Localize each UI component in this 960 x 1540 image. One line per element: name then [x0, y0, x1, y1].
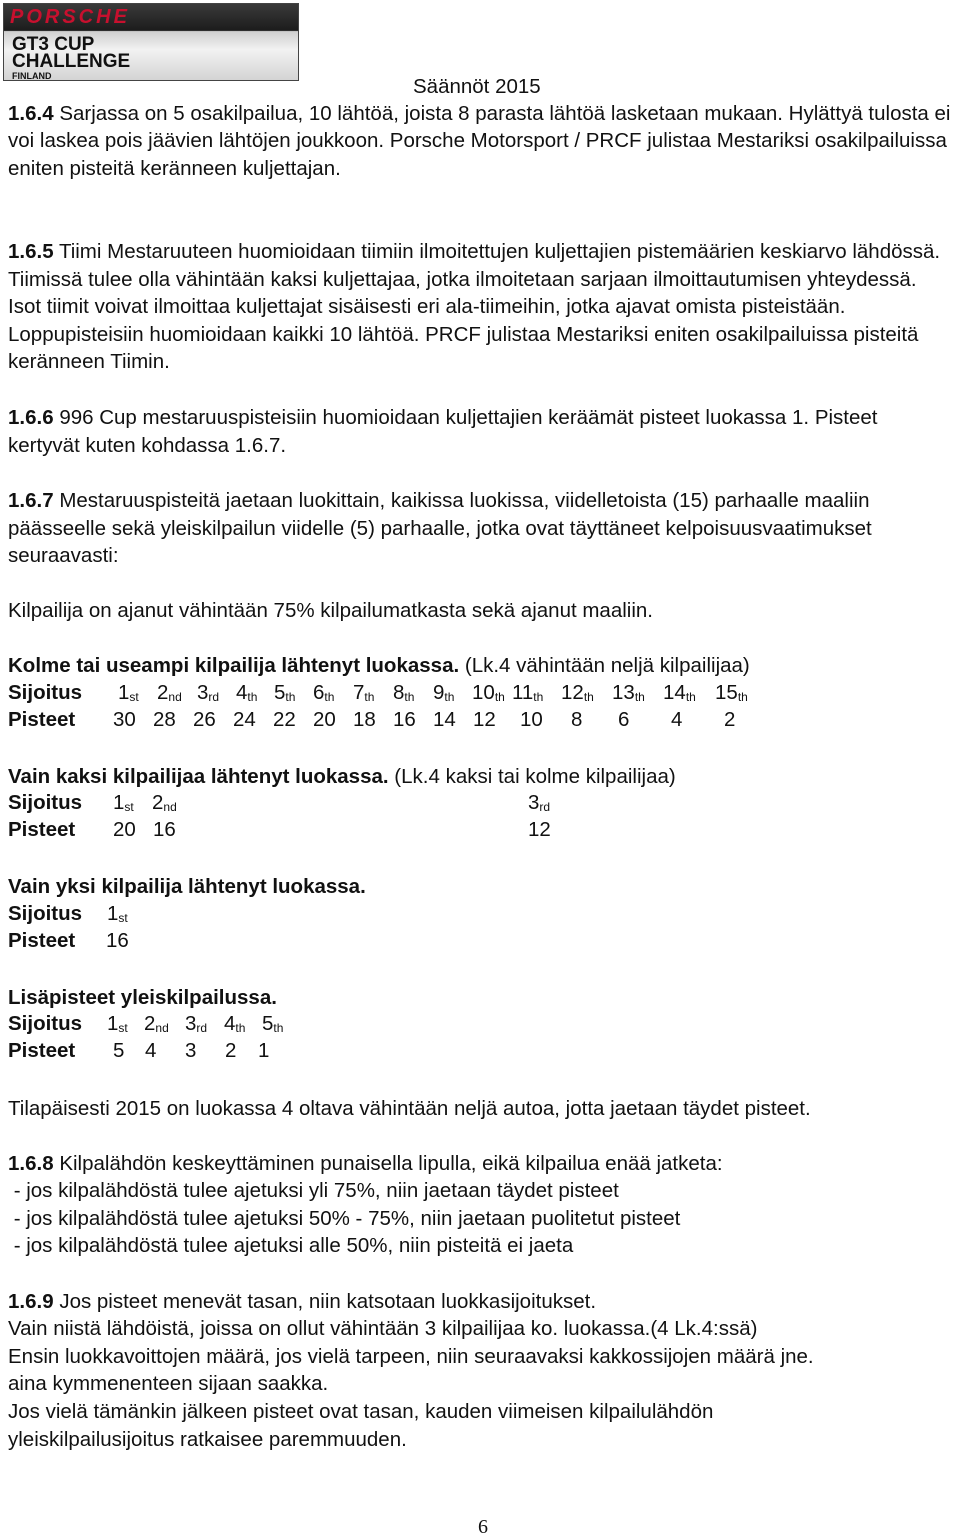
position-ordinal: th [444, 690, 455, 704]
gt3-cup-challenge-logo [3, 3, 299, 81]
position-cell [185, 1012, 207, 1036]
position-cell [433, 681, 454, 705]
logo-line-1: GT3 CUP [12, 34, 95, 55]
section-number: 1.6.5 [8, 240, 54, 263]
section-1-6-7 [8, 487, 953, 570]
table4-heading: Lisäpisteet yleiskilpailussa. [8, 986, 277, 1009]
logo-line-3: FINLAND [12, 71, 52, 81]
position-cell [472, 681, 505, 705]
position-ordinal: th [235, 1021, 246, 1035]
section-text: Mestaruuspisteitä jaetaan luokittain, kaikissa luokissa, viidelletoista (15) parhaalle maaliin päässeelle sekä yleiskilpailun viidelle (5) parhaalle, jotka ovat täyttäneet kelpoisuusvaatimukset seuraavasti: [8, 489, 872, 567]
position-cell [528, 791, 550, 815]
position-cell [262, 1012, 283, 1036]
position-cell [236, 681, 257, 705]
points-cell: 16 [393, 708, 416, 731]
table2-heading-row [8, 763, 676, 791]
position-number: 11 [512, 681, 534, 704]
position-number: 8 [393, 681, 405, 704]
position-number: 5 [262, 1012, 274, 1035]
position-ordinal: th [685, 690, 696, 704]
position-ordinal: rd [196, 1021, 208, 1035]
points-cell: 4 [145, 1039, 157, 1062]
points-cell: 12 [528, 818, 551, 841]
points-cell: 2 [724, 708, 736, 731]
section-number: 1.6.4 [8, 101, 54, 125]
section-1-6-9 [8, 1288, 953, 1316]
logo-brand: PORSCHE [10, 6, 130, 28]
section-text: Jos pisteet menevät tasan, niin katsotaan luokkasijoitukset. [59, 1290, 597, 1313]
points-cell: 5 [113, 1039, 125, 1062]
position-label: Sijoitus [8, 791, 83, 814]
list-item: - jos kilpalähdöstä tulee ajetuksi 50% - 75%, niin jaetaan puolitetut pisteet [8, 1207, 681, 1230]
position-number: 2 [144, 1012, 156, 1035]
text-line: Vain niistä lähdöistä, joissa on ollut vähintään 3 kilpailijaa ko. luokassa.(4 Lk.4:ssä) [8, 1317, 758, 1340]
section-1-6-5 [8, 238, 953, 376]
position-number: 3 [528, 791, 540, 814]
position-ordinal: th [324, 690, 335, 704]
points-cell: 2 [225, 1039, 237, 1062]
eligibility-requirement: Kilpailija on ajanut vähintään 75% kilpailumatkasta sekä ajanut maaliin. [8, 599, 653, 622]
points-cell: 3 [185, 1039, 197, 1062]
position-ordinal: rd [208, 690, 220, 704]
points-cell: 28 [153, 708, 176, 731]
position-cell [107, 1012, 128, 1036]
section-text: 996 Cup mestaruuspisteisiin huomioidaan kuljettajien keräämät pisteet luokassa 1. Pisteet kertyvät kuten kohdassa 1.6.7. [8, 406, 878, 457]
list-item: - jos kilpalähdöstä tulee ajetuksi yli 75%, niin jaetaan täydet pisteet [8, 1179, 619, 1202]
position-number: 9 [433, 681, 445, 704]
position-ordinal: th [247, 690, 258, 704]
position-number: 1 [107, 902, 119, 925]
position-number: 2 [157, 681, 169, 704]
section-text: Kilpalähdön keskeyttäminen punaisella lipulla, eikä kilpailua enää jatketa: [59, 1152, 723, 1175]
points-label: Pisteet [8, 929, 76, 952]
position-cell [313, 681, 334, 705]
position-cell [274, 681, 295, 705]
points-cell: 16 [106, 929, 129, 952]
points-cell: 6 [618, 708, 630, 731]
position-number: 4 [236, 681, 248, 704]
position-label: Sijoitus [8, 1012, 83, 1035]
text-line: aina kymmenenteen sijaan saakka. [8, 1372, 329, 1395]
points-cell: 1 [258, 1039, 270, 1062]
points-label: Pisteet [8, 708, 76, 731]
points-cell: 26 [193, 708, 216, 731]
position-number: 6 [313, 681, 325, 704]
position-cell [393, 681, 414, 705]
position-ordinal: nd [163, 800, 177, 814]
table1-heading-row [8, 652, 750, 680]
position-ordinal: th [494, 690, 505, 704]
position-number: 15 [715, 681, 738, 704]
section-1-6-4 [8, 72, 953, 182]
position-cell [144, 1012, 169, 1036]
points-cell: 30 [113, 708, 136, 731]
position-number: 3 [197, 681, 209, 704]
position-cell [561, 681, 594, 705]
text-line: Ensin luokkavoittojen määrä, jos vielä tarpeen, niin seuraavaksi kakkossijojen määrä jne. [8, 1345, 814, 1368]
section-text: Tiimi Mestaruuteen huomioidaan tiimiin ilmoitettujen kuljettajien pistemäärien keskiarvo lähdössä. Tiimissä tulee olla vähintään kaksi kuljettajaa, jotka ilmoitetaan sarjaan ilmoittautumisen yhteydessä. Isot tiimit voivat ilmoittaa kuljettajat sisäisesti eri ala-tiimeihin, jotka ajavat omista pisteistään. Loppupisteisiin huomioidaan kaikki 10 lähtöä. PRCF julistaa Mestariksi eniten osakilpailuissa pisteitä keränneen Tiimin. [8, 240, 941, 373]
position-ordinal: st [124, 800, 134, 814]
points-cell: 16 [153, 818, 176, 841]
section-text: Sarjassa on 5 osakilpailua, 10 lähtöä, joista 8 parasta lähtöä lasketaan mukaan. Hylättyä tulosta ei voi laskea pois jäävien lähtöjen joukkoon. Porsche Motorsport / PRCF julistaa Mestariksi osakilpailuissa eniten pisteitä keränneen kuljettajan. [8, 101, 951, 180]
position-number: 13 [612, 681, 635, 704]
page-number: 6 [478, 1516, 488, 1538]
position-number: 12 [561, 681, 584, 704]
position-ordinal: th [404, 690, 415, 704]
position-ordinal: nd [155, 1021, 169, 1035]
table1-note: (Lk.4 vähintään neljä kilpailijaa) [464, 654, 750, 677]
points-cell: 24 [233, 708, 256, 731]
position-ordinal: th [533, 690, 544, 704]
position-cell [197, 681, 219, 705]
position-number: 14 [663, 681, 686, 704]
position-number: 4 [224, 1012, 236, 1035]
points-cell: 20 [113, 818, 136, 841]
table2-heading: Vain kaksi kilpailijaa lähtenyt luokassa. [8, 765, 389, 788]
points-cell: 18 [353, 708, 376, 731]
header-title: Säännöt 2015 [413, 75, 541, 98]
position-number: 5 [274, 681, 286, 704]
table2-note: (Lk.4 kaksi tai kolme kilpailijaa) [394, 765, 676, 788]
points-cell: 22 [273, 708, 296, 731]
points-cell: 10 [520, 708, 543, 731]
position-ordinal: th [364, 690, 375, 704]
section-1-6-8 [8, 1150, 953, 1178]
position-ordinal: nd [168, 690, 182, 704]
position-cell [152, 791, 177, 815]
section-1-6-6 [8, 404, 953, 459]
position-number: 10 [472, 681, 495, 704]
position-cell [118, 681, 139, 705]
list-item: - jos kilpalähdöstä tulee ajetuksi alle 50%, niin pisteitä ei jaeta [8, 1234, 574, 1257]
position-cell [107, 902, 128, 926]
logo-line-2: CHALLENGE [12, 51, 131, 72]
position-number: 3 [185, 1012, 197, 1035]
points-cell: 4 [671, 708, 683, 731]
section-number: 1.6.8 [8, 1152, 54, 1175]
position-ordinal: st [118, 911, 128, 925]
section-number: 1.6.9 [8, 1290, 54, 1313]
position-cell [353, 681, 374, 705]
position-label: Sijoitus [8, 902, 83, 925]
position-cell [512, 681, 543, 705]
position-ordinal: th [737, 690, 748, 704]
position-cell [663, 681, 696, 705]
points-label: Pisteet [8, 818, 76, 841]
position-cell [224, 1012, 245, 1036]
position-number: 1 [113, 791, 125, 814]
position-ordinal: th [634, 690, 645, 704]
position-ordinal: th [285, 690, 296, 704]
points-cell: 14 [433, 708, 456, 731]
points-cell: 8 [571, 708, 583, 731]
position-number: 1 [107, 1012, 119, 1035]
position-ordinal: rd [539, 800, 551, 814]
section-number: 1.6.6 [8, 406, 54, 429]
position-ordinal: st [118, 1021, 128, 1035]
position-cell [157, 681, 182, 705]
table3-heading: Vain yksi kilpailija lähtenyt luokassa. [8, 875, 366, 898]
position-ordinal: th [583, 690, 594, 704]
position-ordinal: st [129, 690, 139, 704]
position-label: Sijoitus [8, 681, 83, 704]
points-cell: 20 [313, 708, 336, 731]
table1-heading: Kolme tai useampi kilpailija lähtenyt luokassa. [8, 654, 460, 677]
section-number: 1.6.7 [8, 489, 54, 512]
position-number: 7 [353, 681, 365, 704]
position-cell [715, 681, 748, 705]
temporary-note: Tilapäisesti 2015 on luokassa 4 oltava vähintään neljä autoa, jotta jaetaan täydet pisteet. [8, 1097, 811, 1120]
position-cell [612, 681, 645, 705]
position-number: 2 [152, 791, 164, 814]
text-line: yleiskilpailusijoitus ratkaisee paremmuuden. [8, 1428, 407, 1451]
text-line: Jos vielä tämänkin jälkeen pisteet ovat tasan, kauden viimeisen kilpailulähdön [8, 1400, 714, 1423]
position-cell [113, 791, 134, 815]
points-label: Pisteet [8, 1039, 76, 1062]
position-number: 1 [118, 681, 130, 704]
position-ordinal: th [273, 1021, 284, 1035]
points-cell: 12 [473, 708, 496, 731]
